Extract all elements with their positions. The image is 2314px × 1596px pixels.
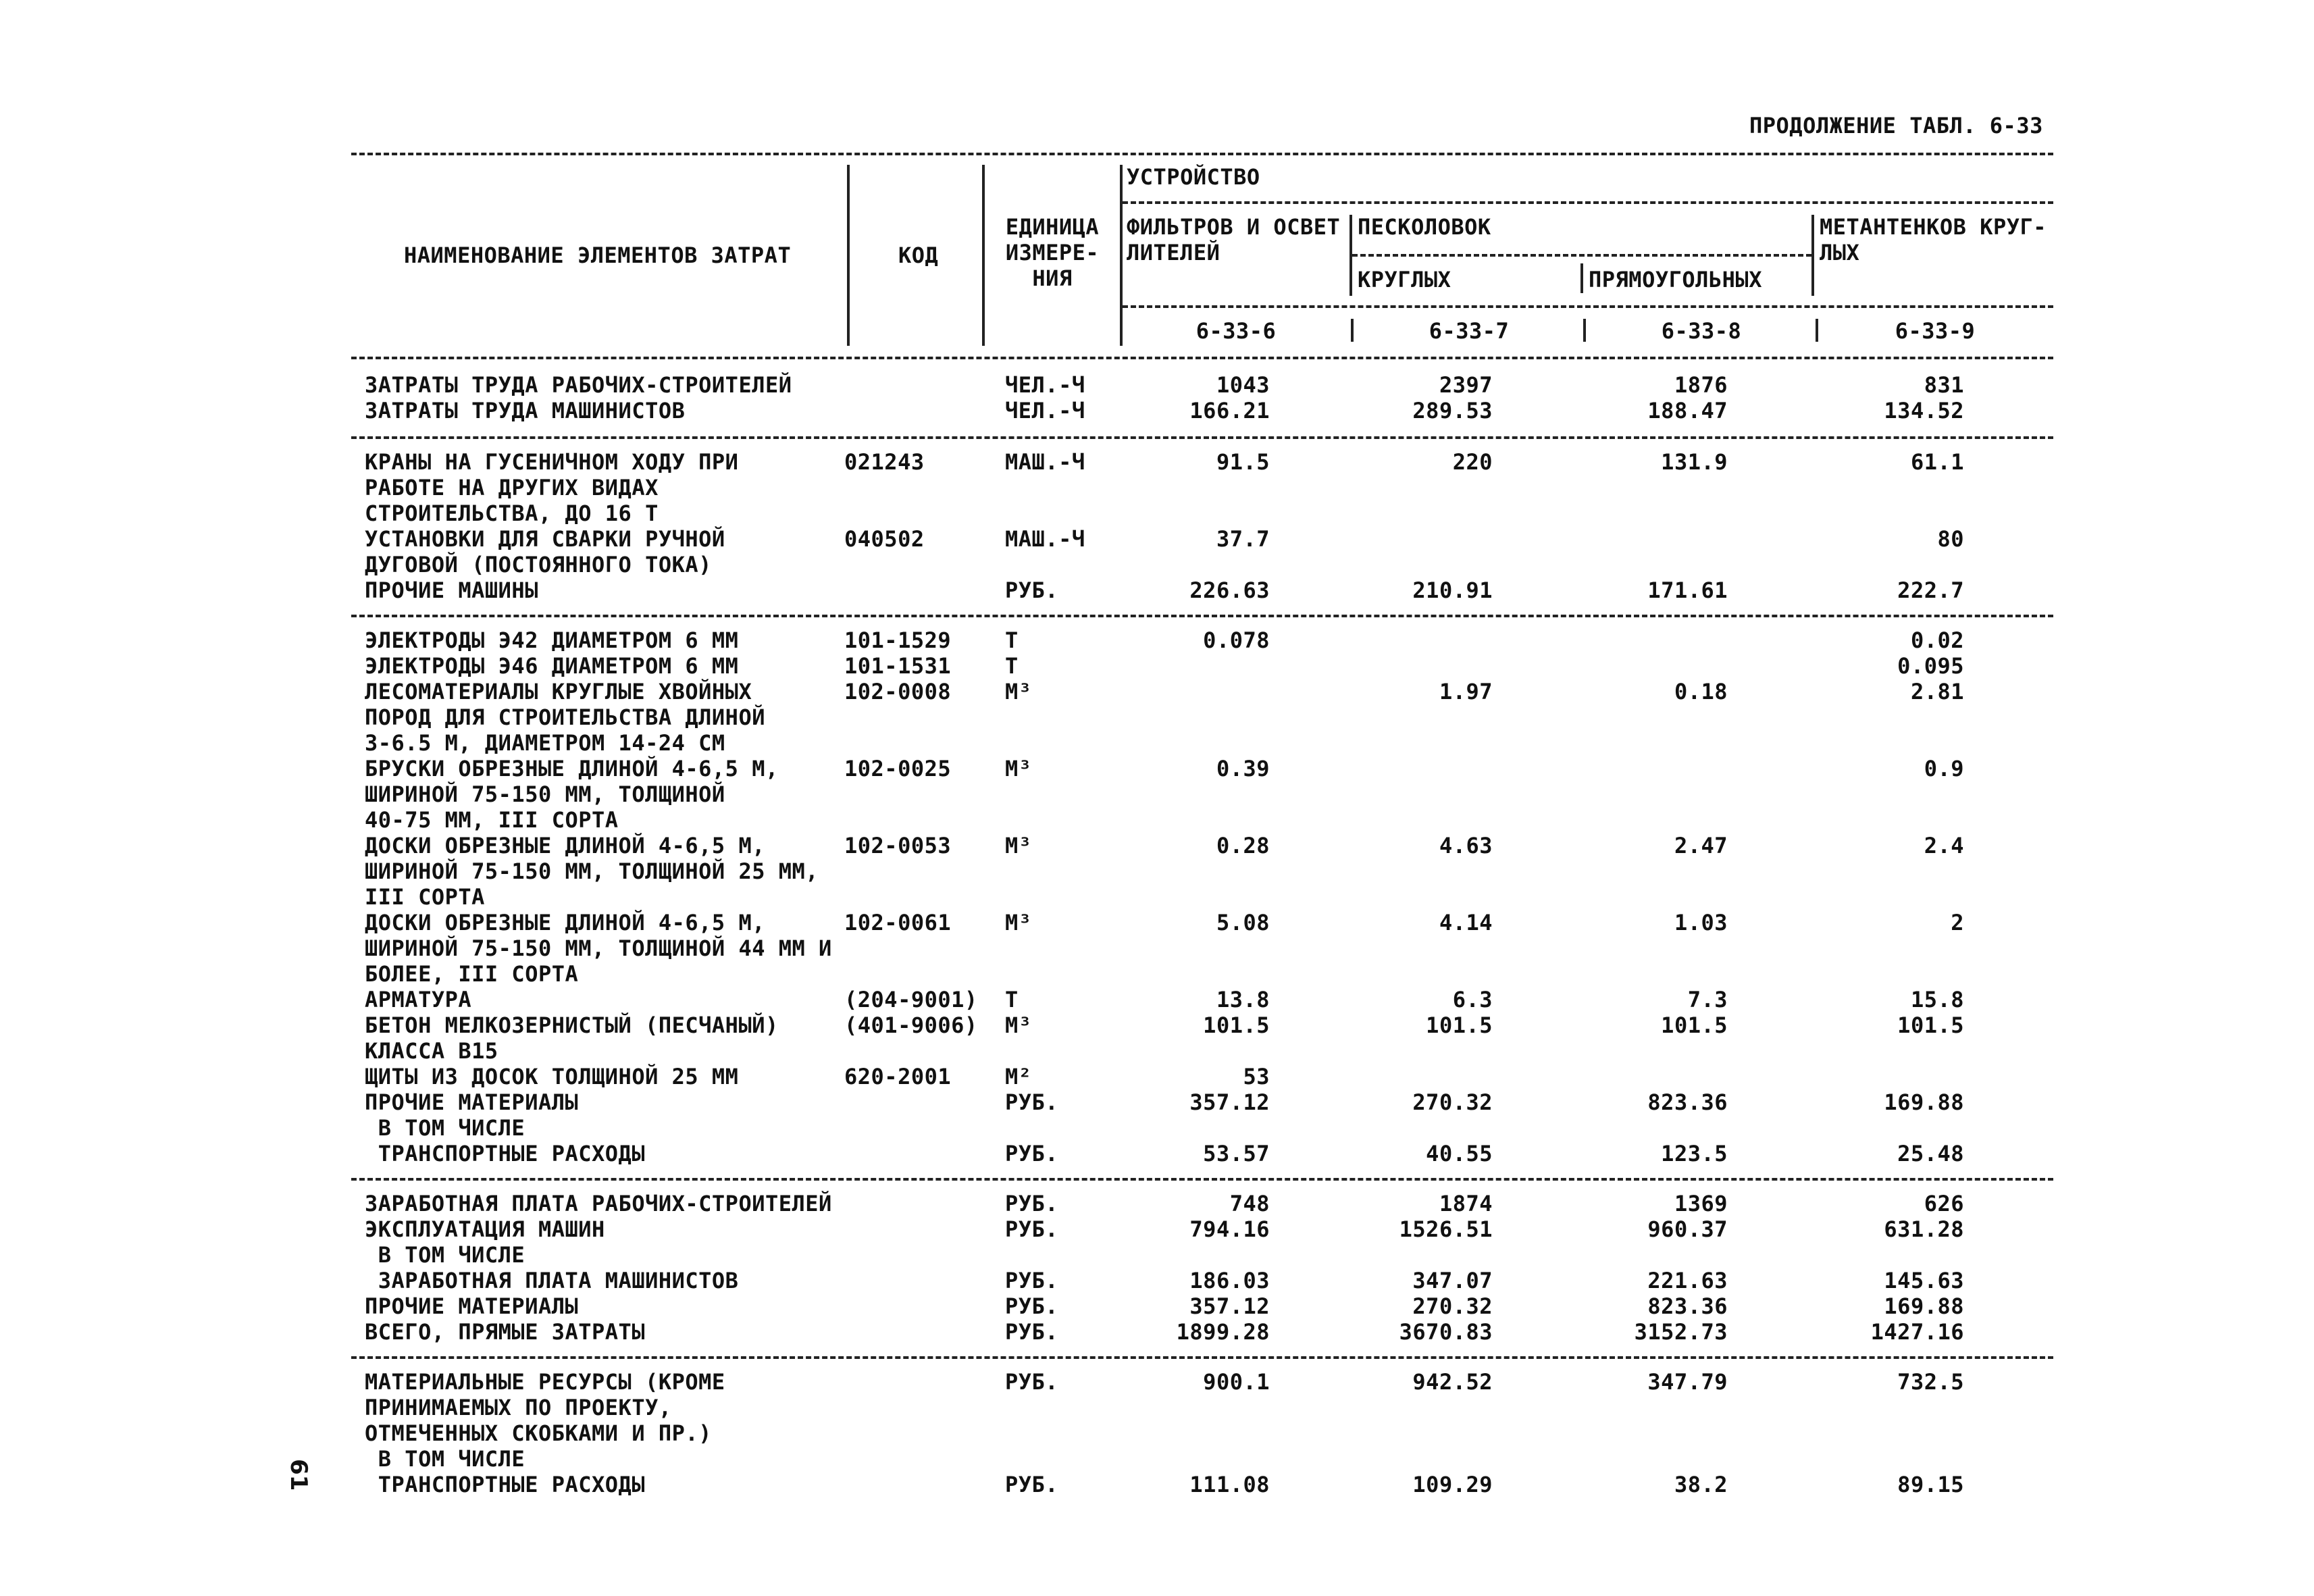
row-value: 823.36 [1647,1293,1728,1319]
header-sub2b: ПРЯМОУГОЛЬНЫХ [1589,267,1762,292]
row-value: 1874 [1439,1191,1493,1216]
row-value: 171.61 [1647,577,1728,603]
code-6-33-7: 6-33-7 [1429,318,1510,344]
row-value: 1899.28 [1176,1319,1270,1345]
row-name: III СОРТА [365,884,485,910]
row-unit: МАШ.-Ч [1005,526,1085,552]
row-value: 4.14 [1439,910,1493,935]
row-unit: РУБ. [1005,1369,1059,1395]
row-value: 80 [1937,526,1964,552]
code-sep-2 [1583,319,1586,342]
row-value: 3152.73 [1634,1319,1728,1345]
row-value: 2397 [1439,372,1493,398]
row-name: ОТМЕЧЕННЫХ СКОБКАМИ И ПР.) [365,1420,712,1446]
row-value: 347.79 [1647,1369,1728,1395]
row-name: КРАНЫ НА ГУСЕНИЧНОМ ХОДУ ПРИ [365,449,739,475]
row-code: (204-9001) [844,987,978,1012]
row-name: ЛЕСОМАТЕРИАЛЫ КРУГЛЫЕ ХВОЙНЫХ [365,679,752,704]
row-unit: РУБ. [1005,1472,1059,1497]
row-value: 1369 [1674,1191,1728,1216]
row-value: 1.03 [1674,910,1728,935]
continuation-note: ПРОДОЛЖЕНИЕ ТАБЛ. 6-33 [1749,113,2043,138]
row-value: 169.88 [1884,1089,1964,1115]
row-value: 0.078 [1203,627,1270,653]
header-sep-7 [1811,215,1814,296]
row-unit: М³ [1005,679,1032,704]
header-sep-3 [1120,165,1123,346]
row-value: 101.5 [1897,1012,1964,1038]
row-value: 131.9 [1661,449,1728,475]
row-name: ВСЕГО, ПРЯМЫЕ ЗАТРАТЫ [365,1319,646,1345]
header-unit-1: ЕДИНИЦА [1005,214,1100,240]
row-value: 38.2 [1674,1472,1728,1497]
row-name: АРМАТУРА [365,987,472,1012]
row-value: 4.63 [1439,833,1493,858]
row-unit: М³ [1005,1012,1032,1038]
row-name: БЕТОН МЕЛКОЗЕРНИСТЫЙ (ПЕСЧАНЫЙ) [365,1012,779,1038]
row-value: 748 [1229,1191,1270,1216]
row-value: 53.57 [1203,1141,1270,1166]
row-value: 270.32 [1412,1089,1493,1115]
row-value: 2.4 [1924,833,1964,858]
header-code: КОД [898,242,939,268]
row-value: 15.8 [1910,987,1964,1012]
row-value: 626 [1924,1191,1964,1216]
row-value: 289.53 [1412,398,1493,423]
row-code: 620-2001 [844,1064,952,1089]
row-value: 221.63 [1647,1268,1728,1293]
row-name: ЗАРАБОТНАЯ ПЛАТА МАШИНИСТОВ [365,1268,739,1293]
row-value: 1043 [1216,372,1270,398]
header-sub3-line2: ЛЫХ [1820,240,1860,265]
row-value: 101.5 [1661,1012,1728,1038]
row-name: ЩИТЫ ИЗ ДОСОК ТОЛЩИНОЙ 25 ММ [365,1064,739,1089]
row-value: 357.12 [1189,1293,1270,1319]
row-value: 222.7 [1897,577,1964,603]
row-unit: РУБ. [1005,577,1059,603]
row-unit: Т [1005,627,1019,653]
row-value: 831 [1924,372,1964,398]
row-value: 6.3 [1452,987,1493,1012]
row-name: В ТОМ ЧИСЛЕ [365,1242,525,1268]
row-value: 794.16 [1189,1216,1270,1242]
row-value: 1427.16 [1870,1319,1964,1345]
row-value: 900.1 [1203,1369,1270,1395]
header-sep-5 [1349,263,1352,293]
rule-sub2 [1352,254,1811,257]
row-name: ТРАНСПОРТНЫЕ РАСХОДЫ [365,1141,646,1166]
row-code: 102-0053 [844,833,952,858]
code-sep-3 [1816,319,1818,342]
row-unit: РУБ. [1005,1268,1059,1293]
header-sub2a: КРУГЛЫХ [1358,267,1451,292]
section-rule [351,1178,2053,1181]
row-value: 61.1 [1910,449,1964,475]
section-rule [351,1356,2053,1359]
row-value: 220 [1452,449,1493,475]
row-code: (401-9006) [844,1012,978,1038]
row-name: ШИРИНОЙ 75-150 ММ, ТОЛЩИНОЙ [365,781,725,807]
header-group-title: УСТРОЙСТВО [1127,164,1260,190]
row-name: 3-6.5 М, ДИАМЕТРОМ 14-24 СМ [365,730,725,756]
row-value: 0.28 [1216,833,1270,858]
row-unit: М³ [1005,756,1032,781]
row-unit: МАШ.-Ч [1005,449,1085,475]
row-unit: Т [1005,653,1019,679]
row-value: 1526.51 [1399,1216,1493,1242]
row-code: 101-1529 [844,627,952,653]
rule-group [1123,201,2053,204]
row-code: 040502 [844,526,925,552]
row-name: ШИРИНОЙ 75-150 ММ, ТОЛЩИНОЙ 25 ММ, [365,858,819,884]
row-name: ЭЛЕКТРОДЫ Э42 ДИАМЕТРОМ 6 ММ [365,627,739,653]
row-value: 823.36 [1647,1089,1728,1115]
row-value: 3670.83 [1399,1319,1493,1345]
row-unit: РУБ. [1005,1319,1059,1345]
section-rule [351,436,2053,439]
row-name: ЭЛЕКТРОДЫ Э46 ДИАМЕТРОМ 6 ММ [365,653,739,679]
row-unit: РУБ. [1005,1141,1059,1166]
row-value: 91.5 [1216,449,1270,475]
rule-header-bottom [351,357,2053,359]
row-name: В ТОМ ЧИСЛЕ [365,1115,525,1141]
row-name: РАБОТЕ НА ДРУГИХ ВИДАХ [365,475,659,500]
row-value: 25.48 [1897,1141,1964,1166]
row-name: ПРИНИМАЕМЫХ ПО ПРОЕКТУ, [365,1395,672,1420]
row-value: 0.02 [1910,627,1964,653]
row-unit: РУБ. [1005,1089,1059,1115]
header-sep-6 [1580,263,1583,293]
row-name: ПРОЧИЕ МАТЕРИАЛЫ [365,1293,579,1319]
row-value: 166.21 [1189,398,1270,423]
header-unit-3: НИЯ [1032,265,1073,291]
rule-codes [1123,305,2053,308]
row-value: 40.55 [1426,1141,1493,1166]
row-value: 270.32 [1412,1293,1493,1319]
row-value: 134.52 [1884,398,1964,423]
row-code: 102-0025 [844,756,952,781]
row-name: ЭКСПЛУАТАЦИЯ МАШИН [365,1216,605,1242]
header-unit-2: ИЗМЕРЕ- [1005,240,1100,265]
row-code: 102-0008 [844,679,952,704]
row-unit: ЧЕЛ.-Ч [1005,398,1085,423]
row-value: 101.5 [1203,1012,1270,1038]
code-sep-1 [1351,319,1354,342]
row-value: 53 [1243,1064,1270,1089]
row-value: 145.63 [1884,1268,1964,1293]
row-value: 631.28 [1884,1216,1964,1242]
row-unit: РУБ. [1005,1293,1059,1319]
row-value: 5.08 [1216,910,1270,935]
row-value: 188.47 [1647,398,1728,423]
row-unit: РУБ. [1005,1191,1059,1216]
row-name: СТРОИТЕЛЬСТВА, ДО 16 Т [365,500,659,526]
code-6-33-9: 6-33-9 [1895,318,1976,344]
row-value: 0.9 [1924,756,1964,781]
row-value: 169.88 [1884,1293,1964,1319]
row-value: 0.39 [1216,756,1270,781]
row-name: ЗАТРАТЫ ТРУДА РАБОЧИХ-СТРОИТЕЛЕЙ [365,372,792,398]
row-value: 960.37 [1647,1216,1728,1242]
row-value: 1876 [1674,372,1728,398]
row-value: 123.5 [1661,1141,1728,1166]
row-name: ДОСКИ ОБРЕЗНЫЕ ДЛИНОЙ 4-6,5 М, [365,910,765,935]
row-value: 2.47 [1674,833,1728,858]
section-rule [351,615,2053,617]
row-name: ШИРИНОЙ 75-150 ММ, ТОЛЩИНОЙ 44 ММ И [365,935,832,961]
row-name: ПОРОД ДЛЯ СТРОИТЕЛЬСТВА ДЛИНОЙ [365,704,765,730]
row-unit: М² [1005,1064,1032,1089]
code-6-33-6: 6-33-6 [1195,318,1277,344]
row-name: В ТОМ ЧИСЛЕ [365,1446,525,1472]
row-value: 1.97 [1439,679,1493,704]
row-value: 111.08 [1189,1472,1270,1497]
page-number: 61 [285,1459,312,1491]
row-value: 13.8 [1216,987,1270,1012]
row-value: 186.03 [1189,1268,1270,1293]
row-name: БРУСКИ ОБРЕЗНЫЕ ДЛИНОЙ 4-6,5 М, [365,756,779,781]
row-code: 102-0061 [844,910,952,935]
row-name: УСТАНОВКИ ДЛЯ СВАРКИ РУЧНОЙ [365,526,725,552]
row-value: 942.52 [1412,1369,1493,1395]
header-sep-1 [847,165,850,346]
row-unit: ЧЕЛ.-Ч [1005,372,1085,398]
header-sub1-line2: ЛИТЕЛЕЙ [1127,240,1220,265]
row-unit: Т [1005,987,1019,1012]
row-name: ДУГОВОЙ (ПОСТОЯННОГО ТОКА) [365,552,712,577]
code-6-33-8: 6-33-8 [1661,318,1742,344]
row-value: 0.18 [1674,679,1728,704]
row-value: 357.12 [1189,1089,1270,1115]
row-value: 210.91 [1412,577,1493,603]
row-value: 2.81 [1910,679,1964,704]
row-name: 40-75 ММ, III СОРТА [365,807,619,833]
row-value: 0.095 [1897,653,1964,679]
row-unit: М³ [1005,833,1032,858]
row-value: 226.63 [1189,577,1270,603]
row-value: 89.15 [1897,1472,1964,1497]
row-name: ЗАРАБОТНАЯ ПЛАТА РАБОЧИХ-СТРОИТЕЛЕЙ [365,1191,832,1216]
row-value: 2 [1951,910,1964,935]
row-code: 101-1531 [844,653,952,679]
row-name: ДОСКИ ОБРЕЗНЫЕ ДЛИНОЙ 4-6,5 М, [365,833,765,858]
header-sub3-line1: МЕТАНТЕНКОВ КРУГ- [1820,214,2047,240]
row-unit: М³ [1005,910,1032,935]
row-value: 347.07 [1412,1268,1493,1293]
row-value: 109.29 [1412,1472,1493,1497]
rule-top [351,153,2053,155]
row-value: 101.5 [1426,1012,1493,1038]
row-name: ТРАНСПОРТНЫЕ РАСХОДЫ [365,1472,646,1497]
header-sub2: ПЕСКОЛОВОК [1358,214,1491,240]
row-name: ЗАТРАТЫ ТРУДА МАШИНИСТОВ [365,398,686,423]
header-name: НАИМЕНОВАНИЕ ЭЛЕМЕНТОВ ЗАТРАТ [404,242,792,268]
row-name: ПРОЧИЕ МАШИНЫ [365,577,538,603]
row-value: 732.5 [1897,1369,1964,1395]
row-value: 7.3 [1687,987,1728,1012]
row-name: КЛАССА В15 [365,1038,498,1064]
row-unit: РУБ. [1005,1216,1059,1242]
row-name: МАТЕРИАЛЬНЫЕ РЕСУРСЫ (КРОМЕ [365,1369,725,1395]
row-name: БОЛЕЕ, III СОРТА [365,961,579,987]
row-name: ПРОЧИЕ МАТЕРИАЛЫ [365,1089,579,1115]
row-value: 37.7 [1216,526,1270,552]
header-sub1-line1: ФИЛЬТРОВ И ОСВЕТ [1127,214,1341,240]
row-code: 021243 [844,449,925,475]
